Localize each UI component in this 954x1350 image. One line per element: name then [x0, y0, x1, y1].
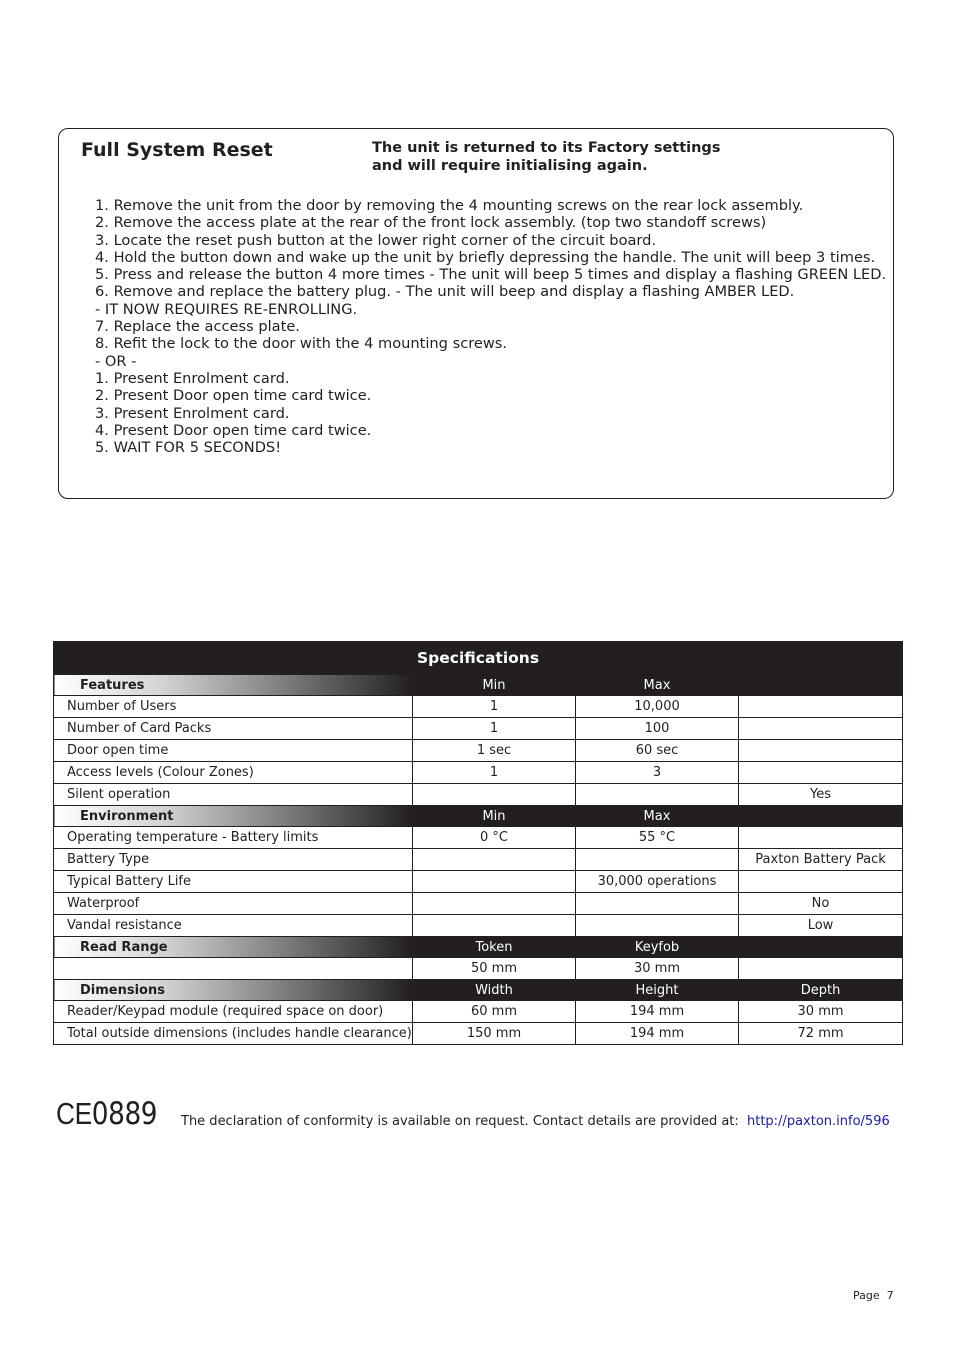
table-row [54, 871, 903, 893]
table-cell: 194 mm [576, 1023, 739, 1045]
table-cell: 10,000 [576, 696, 739, 718]
section-header-environment [54, 806, 903, 827]
reset-step: 5. WAIT FOR 5 SECONDS! [95, 439, 282, 457]
table-row [54, 1001, 903, 1023]
full-system-reset-box [58, 128, 894, 499]
table-cell [739, 958, 903, 980]
table-cell: Yes [739, 784, 903, 806]
reset-step: 4. Present Door open time card twice. [95, 421, 372, 439]
row-label: Reader/Keypad module (required space on door) [54, 1001, 413, 1023]
reset-step: 7. Replace the access plate. [95, 318, 300, 336]
section-title: Read Range [54, 937, 413, 958]
table-row [54, 1023, 903, 1045]
table-row [54, 893, 903, 915]
table-row [54, 784, 903, 806]
table-cell: 60 sec [576, 740, 739, 762]
column-header: Min [413, 675, 576, 696]
table-cell: 194 mm [576, 1001, 739, 1023]
column-header [739, 675, 903, 696]
table-cell [413, 871, 576, 893]
reset-warning-line: and will require initialising again. [372, 158, 648, 174]
row-label: Access levels (Colour Zones) [54, 762, 413, 784]
table-cell [576, 784, 739, 806]
table-cell [739, 696, 903, 718]
section-header-features [54, 675, 903, 696]
reset-warning-line: The unit is returned to its Factory settings [372, 140, 721, 156]
row-label [54, 958, 413, 980]
table-row [54, 958, 903, 980]
table-cell [413, 893, 576, 915]
table-row [54, 827, 903, 849]
table-cell [413, 915, 576, 937]
page-label: Page [853, 1289, 880, 1302]
table-cell [576, 915, 739, 937]
table-cell: 72 mm [739, 1023, 903, 1045]
table-cell: 60 mm [413, 1001, 576, 1023]
section-title: Dimensions [54, 980, 413, 1001]
specifications-table [53, 641, 903, 1045]
table-cell: Low [739, 915, 903, 937]
table-cell [739, 718, 903, 740]
ce-mark-icon: CE [56, 1096, 92, 1131]
table-row [54, 849, 903, 871]
section-header-dimensions [54, 980, 903, 1001]
row-label: Number of Card Packs [54, 718, 413, 740]
column-header: Keyfob [576, 937, 739, 958]
row-label: Battery Type [54, 849, 413, 871]
page-number-value: 7 [886, 1289, 894, 1302]
section-title: Features [54, 675, 413, 696]
reset-step: 1. Present Enrolment card. [95, 369, 290, 387]
row-label: Operating temperature - Battery limits [54, 827, 413, 849]
table-cell: 150 mm [413, 1023, 576, 1045]
table-cell: 50 mm [413, 958, 576, 980]
reset-step: 3. Locate the reset push button at the lower right corner of the circuit board. [95, 231, 657, 249]
table-cell: 30 mm [576, 958, 739, 980]
table-cell [576, 893, 739, 915]
reset-step: 4. Hold the button down and wake up the unit by briefly depressing the handle. The unit will beep 3 times. [95, 248, 876, 266]
row-label: Waterproof [54, 893, 413, 915]
reset-step: 1. Remove the unit from the door by removing the 4 mounting screws on the rear lock assembly. [95, 197, 804, 214]
column-header: Width [413, 980, 576, 1001]
table-cell: Paxton Battery Pack [739, 849, 903, 871]
table-cell: 100 [576, 718, 739, 740]
table-cell [413, 849, 576, 871]
table-cell [739, 762, 903, 784]
specifications-title-row [54, 642, 903, 675]
column-header: Depth [739, 980, 903, 1001]
table-row [54, 915, 903, 937]
table-cell: 1 [413, 696, 576, 718]
reset-step: 8. Refit the lock to the door with the 4 mounting screws. [95, 335, 508, 353]
conformity-statement: The declaration of conformity is available on request. Contact details are provided at: [181, 1114, 739, 1129]
section-title: Environment [54, 806, 413, 827]
table-cell: 1 [413, 762, 576, 784]
reset-step: 3. Present Enrolment card. [95, 404, 290, 422]
column-header [739, 937, 903, 958]
reset-steps-list [95, 197, 891, 456]
table-row [54, 762, 903, 784]
table-cell: 30 mm [739, 1001, 903, 1023]
table-cell [739, 871, 903, 893]
row-label: Number of Users [54, 696, 413, 718]
table-cell: 1 sec [413, 740, 576, 762]
table-cell [739, 740, 903, 762]
reset-step: 2. Remove the access plate at the rear of the front lock assembly. (top two standoff screws) [95, 214, 767, 232]
column-header: Max [576, 675, 739, 696]
table-cell: 3 [576, 762, 739, 784]
ce-mark-logo [56, 1096, 157, 1132]
table-row [54, 740, 903, 762]
column-header [739, 806, 903, 827]
page-number [853, 1289, 894, 1302]
reset-step: 6. Remove and replace the battery plug. - The unit will beep and display a flashing AMBER LED. [95, 283, 795, 301]
table-cell: No [739, 893, 903, 915]
conformity-link[interactable]: http://paxton.info/596 [747, 1114, 890, 1129]
table-cell: 0 °C [413, 827, 576, 849]
row-label: Door open time [54, 740, 413, 762]
table-cell [413, 784, 576, 806]
table-row [54, 718, 903, 740]
reset-step: 2. Present Door open time card twice. [95, 387, 372, 405]
table-cell [576, 849, 739, 871]
notified-body-number: 0889 [91, 1096, 158, 1132]
table-cell [739, 827, 903, 849]
reset-step: - IT NOW REQUIRES RE-ENROLLING. [95, 300, 358, 318]
row-label: Silent operation [54, 784, 413, 806]
table-cell: 30,000 operations [576, 871, 739, 893]
reset-step: - OR - [95, 352, 137, 370]
specifications-title: Specifications [54, 642, 903, 675]
table-cell: 55 °C [576, 827, 739, 849]
table-row [54, 696, 903, 718]
reset-warning [372, 139, 772, 175]
column-header: Token [413, 937, 576, 958]
column-header: Max [576, 806, 739, 827]
reset-title: Full System Reset [81, 139, 273, 161]
reset-step: 5. Press and release the button 4 more times - The unit will beep 5 times and display a flashing GREEN LED. [95, 266, 887, 284]
column-header: Height [576, 980, 739, 1001]
column-header: Min [413, 806, 576, 827]
row-label: Vandal resistance [54, 915, 413, 937]
row-label: Total outside dimensions (includes handle clearance) [54, 1023, 413, 1045]
row-label: Typical Battery Life [54, 871, 413, 893]
section-header-read-range [54, 937, 903, 958]
table-cell: 1 [413, 718, 576, 740]
